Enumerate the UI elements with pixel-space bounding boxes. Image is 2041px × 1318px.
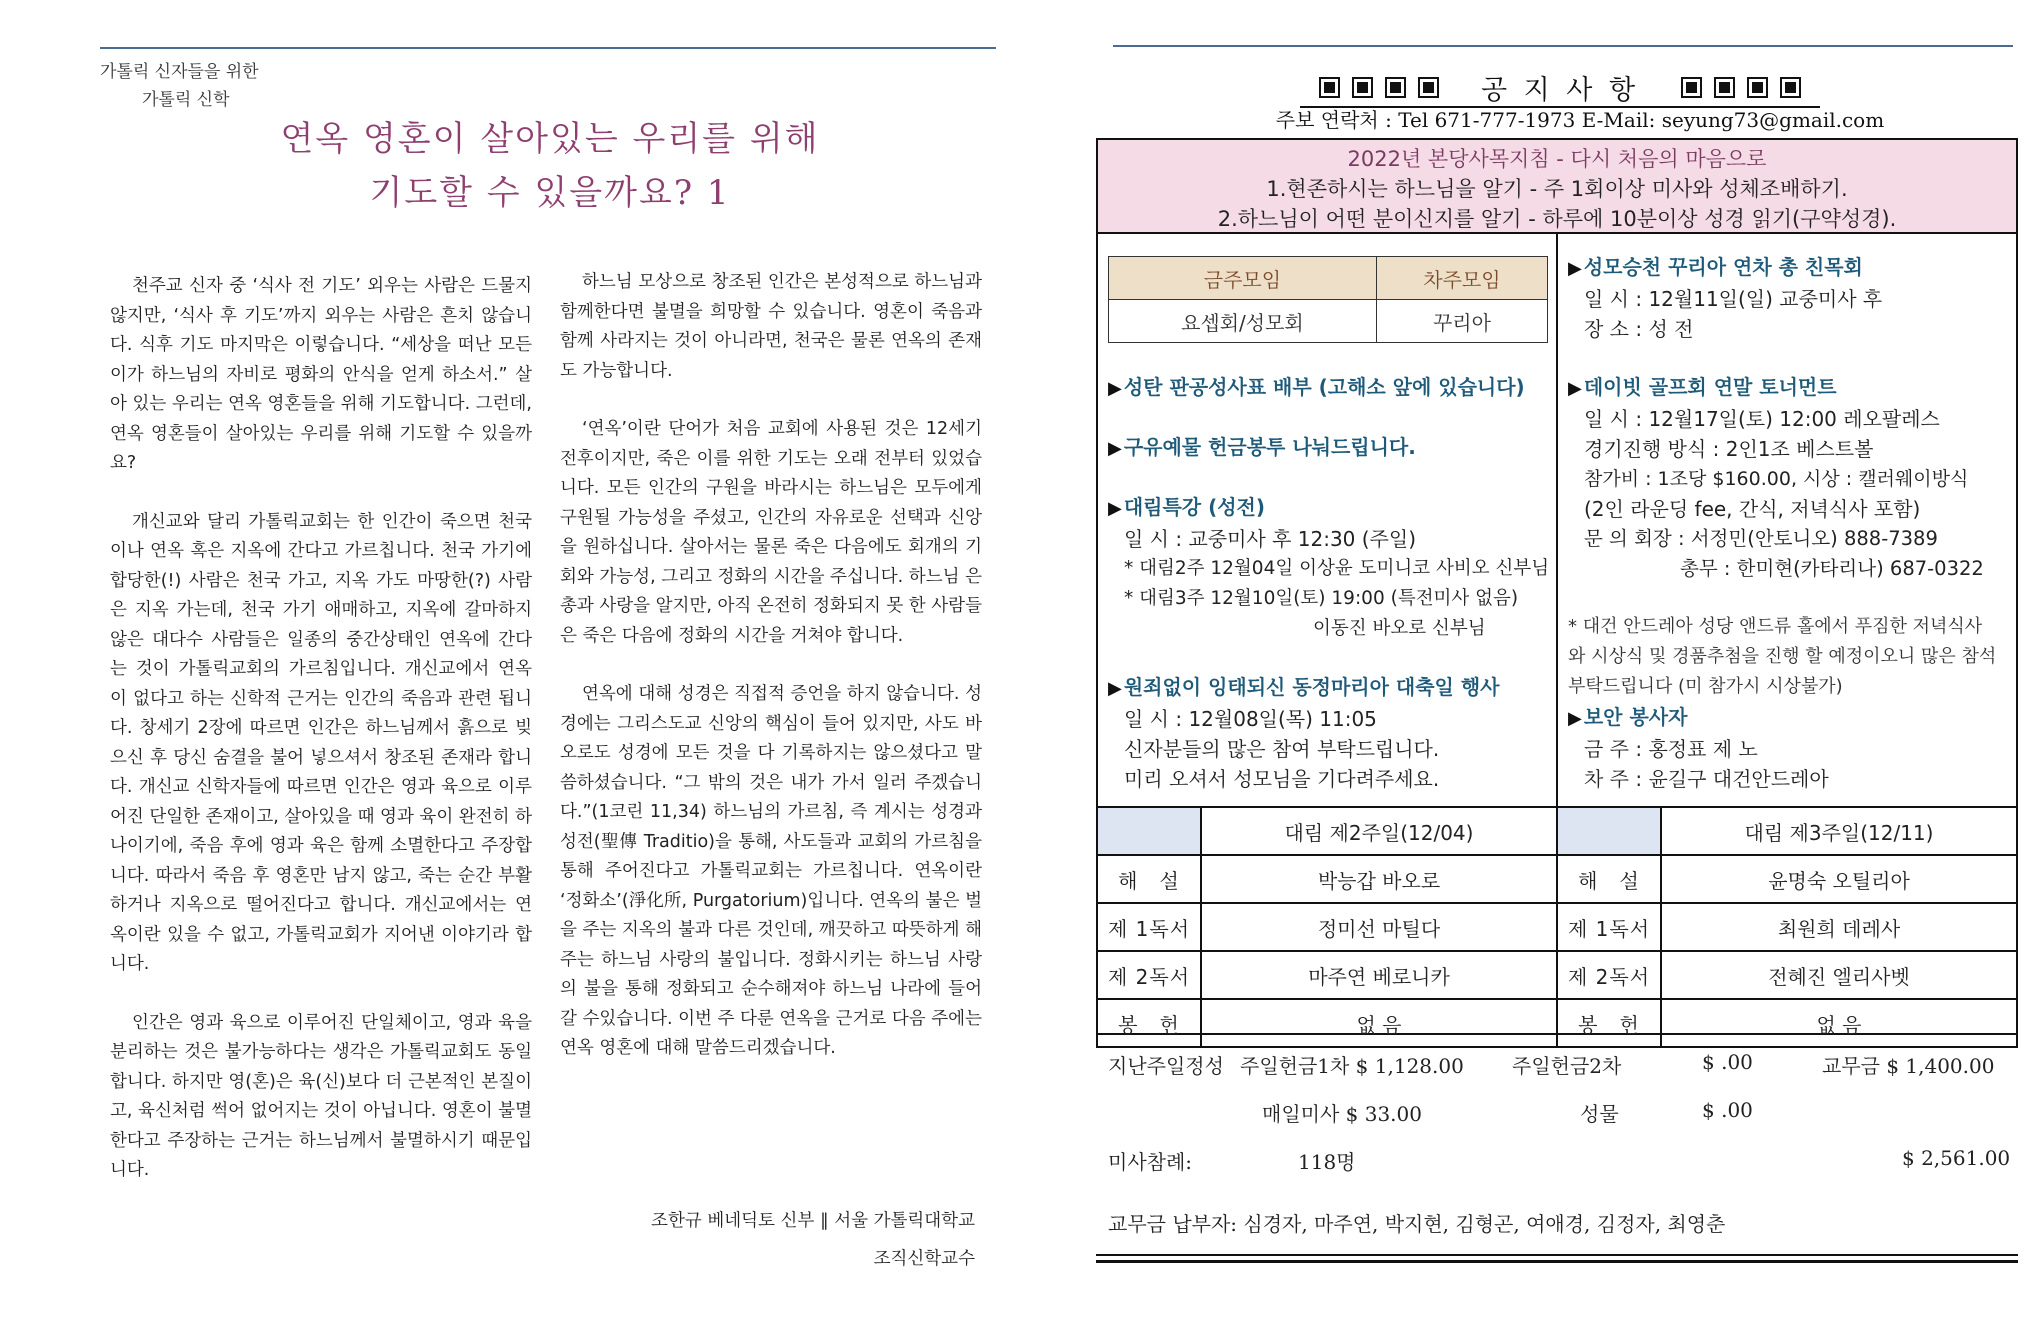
notice-detail: 금 주 : 홍정표 제 노 [1584, 737, 1758, 761]
role-label: 해 설 [1097, 855, 1201, 903]
notice-heading: ▶ 구유예물 헌금봉투 나눠드립니다. [1108, 432, 1416, 464]
notice-detail: 경기진행 방식 : 2인1조 베스트볼 [1584, 437, 1874, 461]
week2-header: 대림 제2주일(12/04) [1201, 807, 1557, 855]
decor-squares-left [1319, 77, 1439, 98]
finance-label: 지난주일정성 [1108, 1054, 1224, 1078]
finance-dues: 교무금 $ 1,400.00 [1822, 1054, 1995, 1078]
finance-daily-mass: 매일미사 $ 33.00 [1262, 1102, 1422, 1126]
paragraph: 인간은 영과 육으로 이루어진 단일체이고, 영과 육을 분리하는 것은 불가능하다는 생각은 가톨릭교회도 동일합니다. 하지만 영(혼)은 육(신)보다 더 근본적인 본질이고, 육신처럼 썩어 없어지는 것이 아닙니다. 영혼이 불멸한다고 주장하는 근거는 하느님께서 불멸하시기 때문입니다. [110, 1012, 532, 1180]
notice-heading: ▶ 성탄 판공성사표 배부 (고해소 앞에 있습니다) [1108, 372, 1525, 404]
article-title [160, 112, 940, 220]
week3-role: 없 음 [1661, 999, 2017, 1047]
next-week-meeting-header: 차주모임 [1376, 257, 1547, 300]
finance-collection-2-value: $ .00 [1702, 1050, 1753, 1074]
kicker-line-1: 가톨릭 신자들을 위한 [100, 62, 259, 82]
author-line-2: 조직신학교수 [873, 1249, 975, 1269]
paragraph: ‘연옥’이란 단어가 처음 교회에 사용된 것은 12세기 전후이지만, 죽은 이를 위한 기도는 오래 전부터 있었습니다. 모든 인간의 구원을 바라시는 하느님은 모두에게 구원될 가능성을 주셨고, 인간의 자유로운 선택과 신앙을 원하십니다. 살아서는 물론 죽은 다음에도 회개의 기회와 가능성, 그리고 정화의 시간을 주십니다. 하느님 은총과 사랑을 알지만, 아직 온전히 정화되지 못 한 사람들은 죽은 다음에 정화의 시간을 거쳐야 합니다. [560, 419, 982, 646]
meeting-table [1108, 256, 1548, 343]
notice-heading: ▶ 보안 봉사자 [1568, 702, 1829, 734]
week2-role: 정미선 마틸다 [1201, 903, 1557, 951]
attendance-label: 미사참례: [1108, 1150, 1193, 1174]
roles-header-blank [1097, 807, 1201, 855]
column-divider [1556, 234, 1558, 806]
article-title-line-2: 기도할 수 있을까요? 1 [369, 173, 731, 213]
role-label: 제 1독서 [1097, 903, 1201, 951]
this-week-meeting: 요셉회/성모회 [1109, 300, 1377, 343]
week2-role: 마주연 베로니카 [1201, 951, 1557, 999]
motto-line-1: 1.현존하시는 하느님을 알기 - 주 1회이상 미사와 성체조배하기. [1266, 177, 1848, 201]
notice-detail: * 대림2주 12월04일 이상윤 도미니코 사비오 신부님 [1124, 558, 1550, 579]
week3-role: 전혜진 엘리사벳 [1661, 951, 2017, 999]
notice-detail: 일 시 : 교중미사 후 12:30 (주일) [1124, 527, 1417, 551]
notice-detail: 일 시 : 12월08일(목) 11:05 [1124, 707, 1377, 731]
notice-detail: 총무 : 한미현(카타리나) 687-0322 [1680, 557, 1984, 580]
notice-detail: * 대림3주 12월10일(토) 19:00 (특전미사 없음) [1124, 588, 1519, 609]
bottom-rule [1096, 1260, 2018, 1263]
notice-detail: 이동진 바오로 신부님 [1313, 618, 1486, 639]
notice-detail: 일 시 : 12월11일(일) 교중미사 후 [1584, 287, 1883, 311]
role-label: 제 2독서 [1557, 951, 1661, 999]
notice-detail: 장 소 : 성 전 [1584, 317, 1694, 341]
notice-detail: 문 의 회장 : 서정민(안토니오) 888-7389 [1584, 527, 1938, 550]
week3-role: 윤명숙 오틸리아 [1661, 855, 2017, 903]
notice-golf-tournament [1568, 372, 1984, 584]
article-column-2 [560, 268, 982, 1093]
right-top-rule [1113, 45, 2013, 47]
notice-detail: 미리 오셔서 성모님을 기다려주세요. [1124, 767, 1440, 791]
author-byline [575, 1202, 975, 1278]
notice-security-volunteers [1568, 702, 1829, 794]
paragraph: 연옥에 대해 성경은 직접적 증언을 하지 않습니다. 성경에는 그리스도교 신앙의 핵심이 들어 있지만, 사도 바오로도 성경에 모든 것을 다 기록하지는 않으셨다고 말씀하셨습니다. “그 밖의 것은 내가 가서 일러 주겠습니다.”(1코린 11,34) 하느님의 가르침, 즉 계시는 성경과 성전(聖傳 Traditio)을 통해, 사도들과 교회의 가르침을 통해 주어진다고 가톨릭교회는 가르칩니다. 연옥이란 ‘정화소’(淨化所, Purgatorium)입니다. 연옥의 불은 벌을 주는 지옥의 불과 다른 것인데, 깨끗하고 따뜻하게 해주는 하느님 사랑의 불입니다. 정화시키는 하느님 사랑의 불을 통해 정화되고 순수해져야 하느님 나라에 들어갈 수있습니다. 이번 주 다룬 연옥을 근거로 다음 주에는 연옥 영혼에 대해 말씀드리겠습니다. [560, 684, 982, 1058]
motto-line-2: 2.하느님이 어떤 분이신지를 알기 - 하루에 10분이상 성경 읽기(구약성경). [1217, 207, 1897, 231]
finance-goods-value: $ .00 [1702, 1098, 1753, 1122]
notice-detail: 신자분들의 많은 참여 부탁드립니다. [1124, 737, 1440, 761]
paragraph: 천주교 신자 중 ‘식사 전 기도’ 외우는 사람은 드물지않지만, ‘식사 후 기도’까지 외우는 사람은 흔치 않습니다. 식후 기도 마지막은 이렇습니다. “세상을 떠난 모든이가 하느님의 자비로 평화의 안식을 얻게 하소서.” 살아 있는 우리는 연옥 영혼들을 위해 기도합니다. 그런데, 연옥 영혼들이 살아있는 우리를 위해 기도할 수 있을까요? [110, 276, 532, 473]
bulletin-contact: 주보 연락처 : Tel 671-777-1973 E-Mail: seyung73@gmail.com [1275, 108, 1885, 132]
article-column-1 [110, 272, 532, 1215]
dues-donors: 교무금 납부자: 심경자, 마주연, 박지현, 김형곤, 여애경, 김정자, 최영춘 [1108, 1212, 1726, 1236]
kicker-line-2: 가톨릭 신학 [142, 90, 230, 110]
notice-offering-envelope [1108, 432, 1416, 464]
notice-detail: 일 시 : 12월17일(토) 12:00 레오팔레스 [1584, 407, 1940, 431]
author-line-1: 조한규 베네딕토 신부 ∥ 서울 가톨릭대학교 [651, 1211, 975, 1231]
notice-heading: ▶ 대림특강 (성전) [1108, 492, 1549, 524]
article-title-line-1: 연옥 영혼이 살아있는 우리를 위해 [280, 119, 820, 159]
week2-role: 박능갑 바오로 [1201, 855, 1557, 903]
role-label: 해 설 [1557, 855, 1661, 903]
role-label: 봉 헌 [1097, 999, 1201, 1047]
notice-heading: ▶ 데이빗 골프회 연말 토너먼트 [1568, 372, 1984, 404]
bottom-rule [1096, 1254, 2018, 1256]
attendance-count: 118명 [1298, 1150, 1356, 1174]
notice-advent-lecture [1108, 492, 1549, 644]
paragraph: 개신교와 달리 가톨릭교회는 한 인간이 죽으면 천국이나 연옥 혹은 지옥에 간다고 가르칩니다. 천국 가기에 합당한(!) 사람은 천국 가고, 지옥 가도 마땅한(?) 사람은 지옥 가는데, 천국 가기 애매하고, 지옥에 갈마하지 않은 대다수 사람들은 일종의 중간상태인 연옥에 간다는 것이 가톨릭교회의 가르침입니다. 개신교에서 연옥이 없다고 하는 신학적 근거는 인간의 죽음과 관련 됩니다. 창세기 2장에 따르면 인간은 하느님께서 흙으로 빚으신 후 당신 숨결을 불어 넣으셔서 창조된 존재라 합니다. 개신교 신학자들에 따르면 인간은 영과 육으로 이루어진 단일한 존재이고, 살아있을 때 영과 육이 완전히 하나이기에, 죽음 후에 영과 육은 함께 소멸한다고 주장합니다. 따라서 죽음 후 영혼만 남지 않고, 죽는 순간 부활하거나 지옥으로 떨어진다고 합니다. 개신교에서는 연옥이란 있을 수 없고, 가톨릭교회가 지어낸 이야기라 합니다. [110, 511, 532, 974]
finance-total: $ 2,561.00 [1902, 1146, 2011, 1170]
notice-title-text: 공 지 사 항 [1480, 74, 1640, 106]
role-label: 봉 헌 [1557, 999, 1661, 1047]
column-kicker [100, 58, 259, 114]
next-week-meeting: 꾸리아 [1376, 300, 1547, 343]
notice-detail: (2인 라운딩 fee, 간식, 저녁식사 포함) [1584, 497, 1921, 521]
finance-collection-2: 주일헌금2차 [1512, 1054, 1622, 1078]
notice-heading: ▶ 성모승천 꾸리아 연차 총 친목회 [1568, 252, 1882, 284]
pastoral-motto [1098, 140, 2016, 234]
notice-confession-slip [1108, 372, 1525, 404]
this-week-meeting-header: 금주모임 [1109, 257, 1377, 300]
finance-collection-1: 주일헌금1차 $ 1,128.00 [1240, 1054, 1464, 1078]
notice-title [1300, 70, 1820, 104]
paragraph: 하느님 모상으로 창조된 인간은 본성적으로 하느님과 함께한다면 불멸을 희망할 수 있습니다. 영혼이 죽음과 함께 사라지는 것이 아니라면, 천국은 물론 연옥의 존재도 가능합니다. [560, 272, 982, 381]
notice-detail: 차 주 : 윤길구 대건안드레아 [1584, 767, 1829, 791]
liturgy-roles-table [1096, 806, 2018, 1048]
notice-heading: ▶ 원죄없이 잉태되신 동정마리아 대축일 행사 [1108, 672, 1499, 704]
roles-header-blank [1557, 807, 1661, 855]
week3-header: 대림 제3주일(12/11) [1661, 807, 2017, 855]
motto-title: 2022년 본당사목지침 - 다시 처음의 마음으로 [1347, 147, 1767, 171]
notice-immaculate-conception [1108, 672, 1499, 794]
notice-curia-gathering [1568, 252, 1882, 344]
role-label: 제 2독서 [1097, 951, 1201, 999]
week2-role: 없 음 [1201, 999, 1557, 1047]
week3-role: 최원희 데레사 [1661, 903, 2017, 951]
notice-detail: 참가비 : 1조당 $160.00, 시상 : 캘러웨이방식 [1584, 468, 1969, 490]
finance-goods: 성물 [1580, 1102, 1619, 1126]
left-top-rule [100, 47, 996, 49]
role-label: 제 1독서 [1557, 903, 1661, 951]
golf-note: * 대건 안드레아 성당 앤드류 홀에서 푸짐한 저녁식사와 시상식 및 경품추첨을 진행 할 예정이오니 많은 참석 부탁드립니다 (미 참가시 시상불가) [1568, 616, 1997, 697]
decor-squares-right [1681, 77, 1801, 98]
